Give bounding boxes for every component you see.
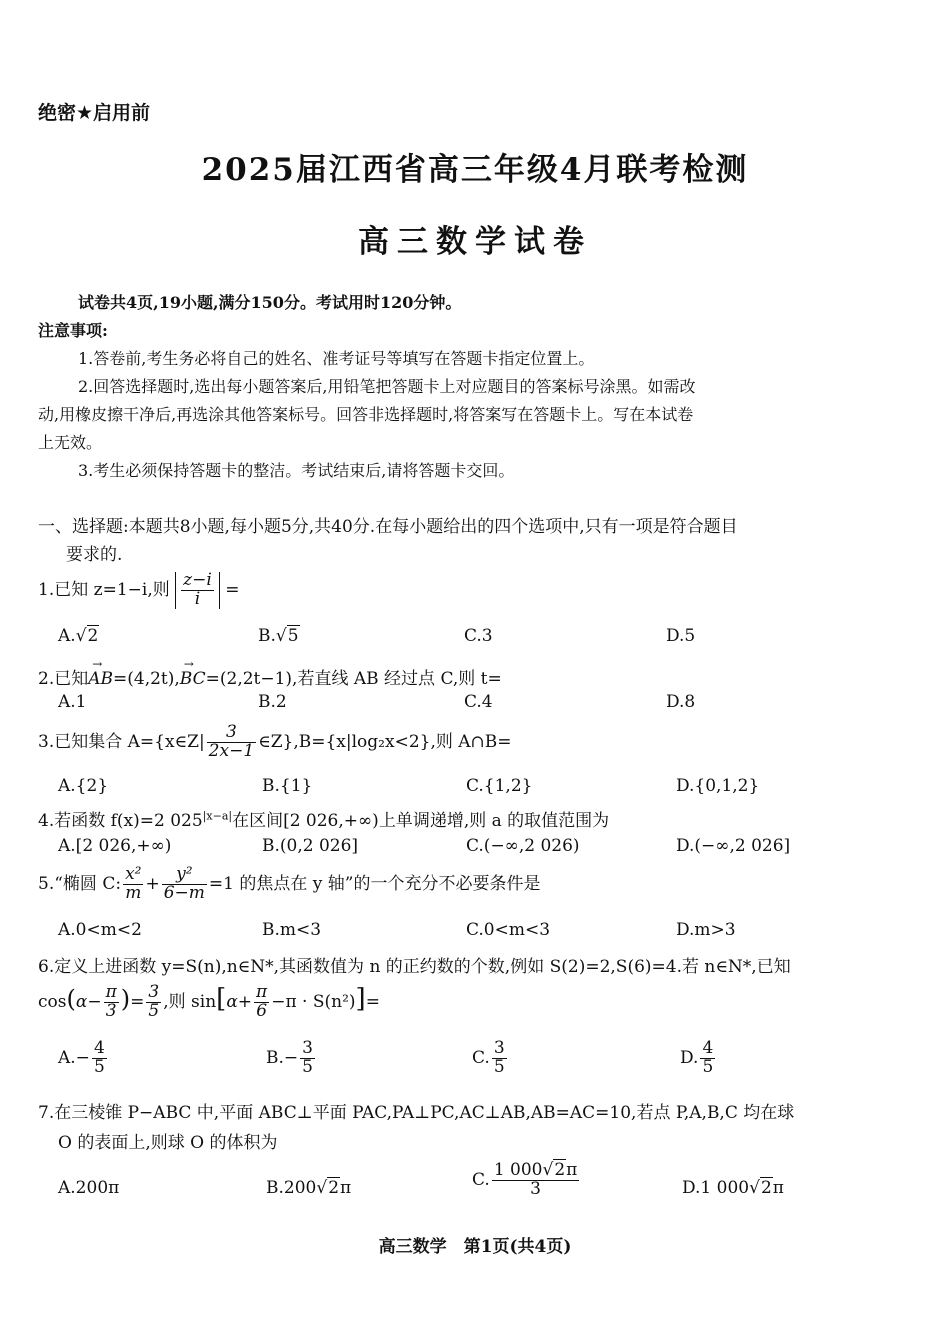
question-3-option-b: B.{1} (262, 776, 313, 796)
question-1-stem: 1.已知 z=1−i,则 $\frac{z-i}{i}$ = (38, 570, 240, 609)
exam-summary: 试卷共4页,19小题,满分150分。考试用时120分钟。 (78, 293, 462, 312)
question-1-option-d: D.5 (666, 626, 696, 646)
question-3-option-d: D.{0,1,2} (676, 776, 760, 796)
notice-item-1: 1.答卷前,考生务必将自己的姓名、准考证号等填写在答题卡指定位置上。 (78, 349, 595, 368)
question-6-option-d: D. $\frac{4}{5}$ (680, 1038, 714, 1077)
notice-item-3: 3.考生必须保持答题卡的整洁。考试结束后,请将答题卡交回。 (78, 461, 515, 480)
question-2-option-c: C.4 (464, 692, 493, 712)
question-2-option-b: B.2 (258, 692, 287, 712)
question-5-option-c: C.0<m<3 (466, 920, 551, 940)
question-6-option-a: A.− $\frac{4}{5}$ (58, 1038, 105, 1077)
question-4-option-b: B.(0,2 026] (262, 836, 359, 856)
question-5-option-b: B.m<3 (262, 920, 322, 940)
notice-heading: 注意事项: (38, 321, 108, 340)
question-5-option-d: D.m>3 (676, 920, 736, 940)
question-3-stem: 3.已知集合 A={x∈Z| $\frac{3}{2x-1}$ ∈Z},B={x|log₂x<2},则 A∩B= (38, 722, 512, 761)
page-footer: 高三数学 第1页(共4页) (378, 1237, 572, 1257)
question-6-stem-line-2: cos(α− $\frac{\pi}{3}$ )= $\frac{3}{5}$ ,则 sin[α+ $\frac{\pi}{6}$ −π · S(n²)]= (38, 982, 380, 1021)
question-4-option-c: C.(−∞,2 026) (466, 836, 580, 856)
question-3-option-a: A.{2} (58, 776, 109, 796)
notice-item-2-line-3: 上无效。 (38, 433, 103, 452)
question-1-option-c: C.3 (464, 626, 493, 646)
notice-item-2-line-1: 2.回答选择题时,选出每小题答案后,用铅笔把答题卡上对应题目的答案标号涂黑。如需改 (78, 377, 696, 396)
question-3-option-c: C.{1,2} (466, 776, 533, 796)
section-heading-line-2: 要求的. (66, 545, 123, 565)
question-4-option-a: A.[2 026,+∞) (58, 836, 172, 856)
question-1-option-b: B.√5 (258, 626, 299, 646)
notice-item-2-line-2: 动,用橡皮擦干净后,再选涂其他答案标号。回答非选择题时,将答案写在答题卡上。写在本试卷 (38, 405, 694, 424)
question-5-stem: 5.“椭圆 C: $\frac{\text{x²}}{m}$ + $\frac{\text{y²}}{6-m}$ =1 的焦点在 y 轴”的一个充分不必要条件是 (38, 864, 541, 903)
question-4-option-d: D.(−∞,2 026] (676, 836, 791, 856)
exam-subtitle: 高三数学试卷 (358, 224, 592, 260)
question-4-stem: 4.若函数 f(x)=2 $025^{|x-a|}$在区间[2 026,+∞)上单调递增,则 a 的取值范围为 (38, 809, 610, 831)
question-2-stem: 2.已知→ AB=(4,2t),→ BC=(2,2t−1),若直线 AB 经过点 C,则 t= (38, 664, 502, 689)
question-6-stem-line-1: 6.定义上进函数 y=S(n),n∈N*,其函数值为 n 的正约数的个数,例如 S(2)=2,S(6)=4.若 n∈N*,已知 (38, 957, 791, 977)
question-7-stem-line-2: O 的表面上,则球 O 的体积为 (58, 1133, 278, 1153)
question-6-option-b: B.− $\frac{3}{5}$ (266, 1038, 313, 1077)
question-7-option-b: B.200√2π (266, 1178, 352, 1198)
question-7-stem-line-1: 7.在三棱锥 P−ABC 中,平面 ABC⊥平面 PAC,PA⊥PC,AC⊥AB,AB=AC=10,若点 P,A,B,C 均在球 (38, 1103, 795, 1123)
question-7-option-a: A.200π (58, 1178, 120, 1198)
question-1-option-a: A.√2 (58, 626, 99, 646)
question-6-option-c: C. $\frac{3}{5}$ (472, 1038, 505, 1077)
question-7-option-c: C. $\frac{1 000√2\pi}{3}$ (472, 1160, 578, 1199)
question-2-option-d: D.8 (666, 692, 696, 712)
confidential-label: 绝密★启用前 (38, 102, 151, 124)
question-5-option-a: A.0<m<2 (58, 920, 142, 940)
question-2-option-a: A.1 (58, 692, 87, 712)
exam-title: 2025届江西省高三年级4月联考检测 (201, 152, 749, 188)
question-7-option-d: D.1 000√2π (682, 1178, 784, 1198)
section-heading-line-1: 一、选择题:本题共8小题,每小题5分,共40分.在每小题给出的四个选项中,只有一项是符合题目 (38, 517, 738, 537)
